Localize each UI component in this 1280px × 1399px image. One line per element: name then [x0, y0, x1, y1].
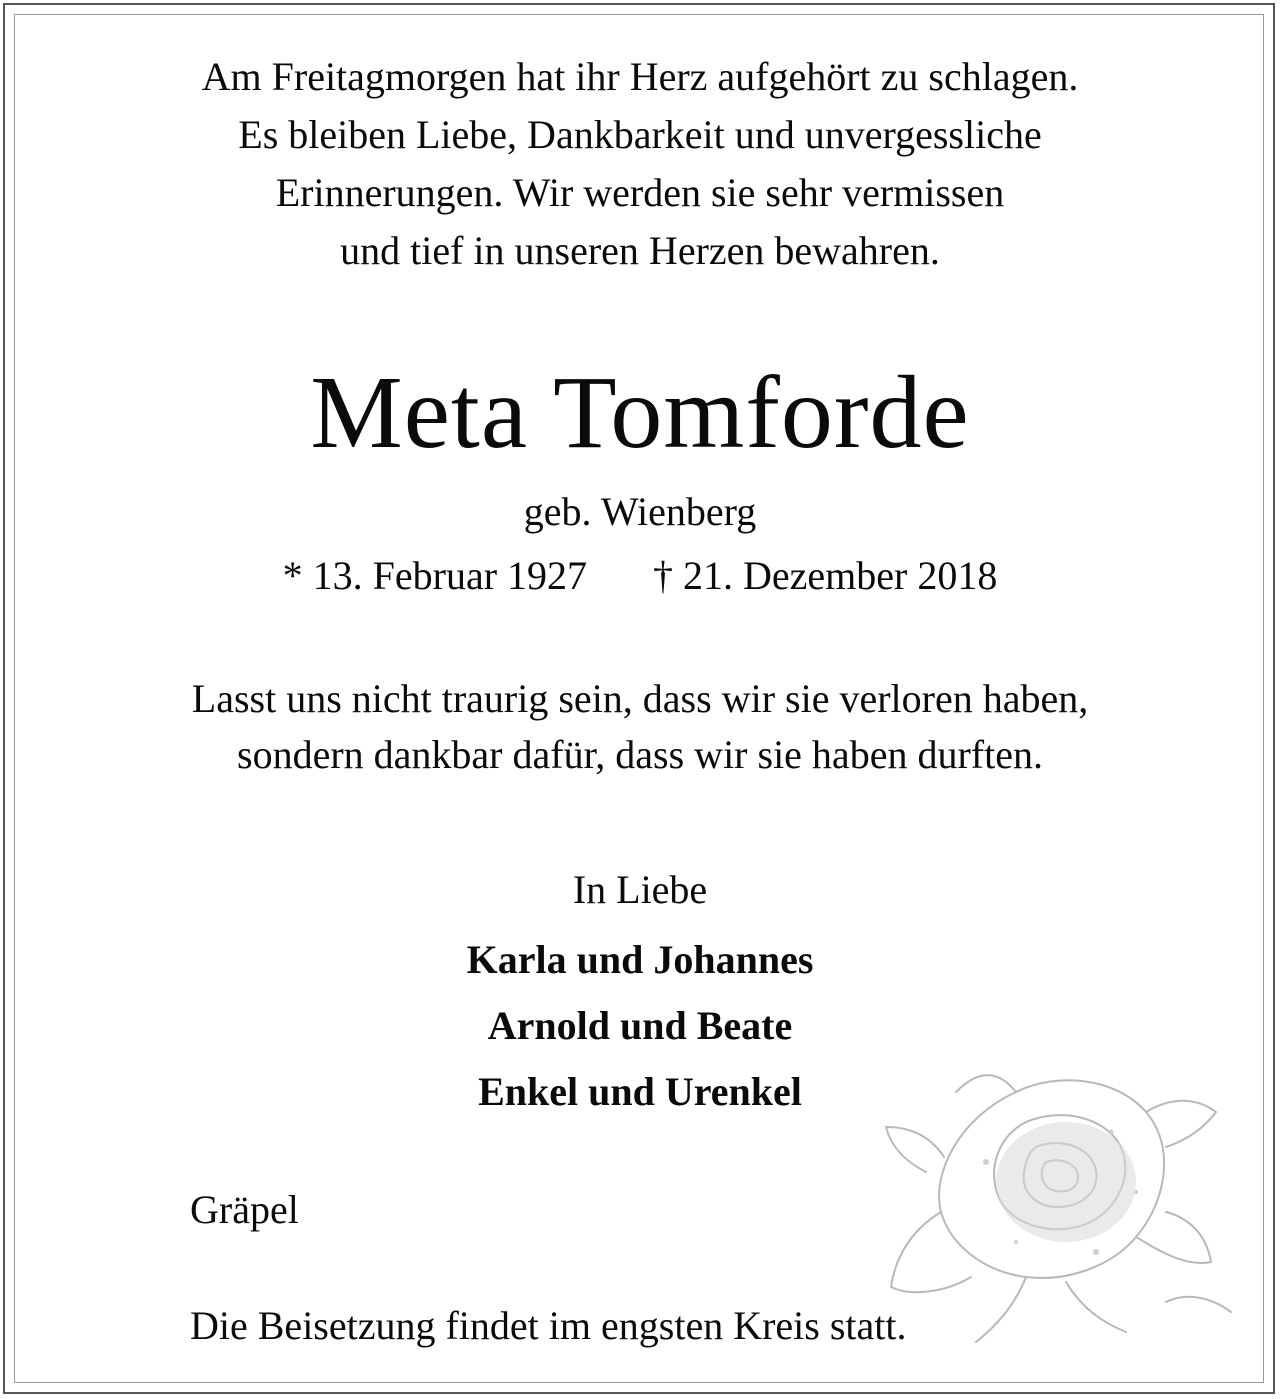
mourner-line-2: Arnold und Beate	[487, 1003, 793, 1048]
place-name: Gräpel	[190, 1187, 299, 1232]
death-date: † 21. Dezember 2018	[653, 553, 998, 598]
intro-line-2: Es bleiben Liebe, Dankbarkeit und unvergessliche	[238, 112, 1042, 157]
mourner-line-1: Karla und Johannes	[466, 937, 814, 982]
closing-text: In Liebe	[572, 867, 708, 912]
intro-line-3: Erinnerungen. Wir werden sie sehr vermissen	[275, 170, 1005, 215]
birth-date: * 13. Februar 1927	[282, 553, 588, 598]
quote-line-2: sondern dankbar dafür, dass wir sie haben durften.	[237, 732, 1043, 777]
rose-icon	[866, 1052, 1256, 1352]
deceased-name: Meta Tomforde	[310, 355, 970, 470]
intro-line-1: Am Freitagmorgen hat ihr Herz aufgehört zu schlagen.	[201, 54, 1079, 99]
intro-line-4: und tief in unseren Herzen bewahren.	[340, 228, 940, 273]
quote-line-1: Lasst uns nicht traurig sein, dass wir sie verloren haben,	[191, 676, 1089, 721]
life-dates	[0, 552, 1280, 600]
mourner-line-3: Enkel und Urenkel	[478, 1069, 802, 1114]
maiden-name: geb. Wienberg	[523, 489, 757, 534]
funeral-note: Die Beisetzung findet im engsten Kreis statt.	[190, 1303, 907, 1348]
